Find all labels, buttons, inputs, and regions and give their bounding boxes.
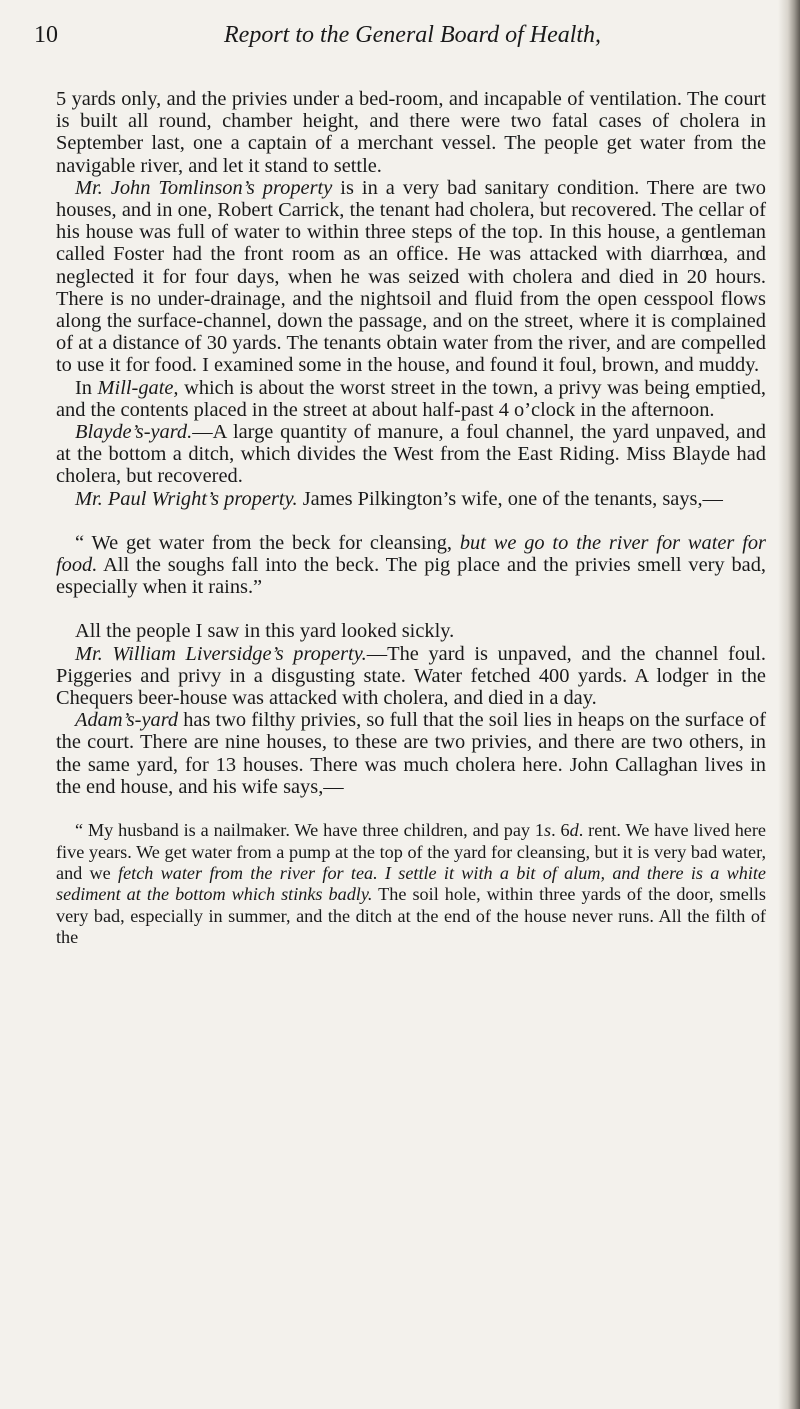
italic-text-run: Blayde’s-yard. xyxy=(75,421,193,444)
text-run: “ We get water from the beck for cleansing, xyxy=(75,531,460,554)
italic-text-run: s xyxy=(544,820,552,841)
italic-text-run: fetch water from the river for tea. I settle it with a bit of alum, and there is a white sediment at the bottom which stinks badly. xyxy=(56,862,766,905)
text-run: All the soughs fall into the beck. The pig place and the privies smell very bad, especially when it rains.” xyxy=(56,554,766,599)
page-edge-shadow xyxy=(778,0,800,1409)
page-header xyxy=(34,22,764,56)
paragraph-wright-property xyxy=(56,488,766,510)
paragraph-tomlinson-property xyxy=(56,177,766,377)
italic-text-run: Mr. William Liversidge’s property. xyxy=(75,642,367,665)
text-run: . 6 xyxy=(551,820,570,841)
text-run: The soil hole, within three yards of the door, smells very bad, especially in summer, and the ditch at the end of the house never runs. All the filth of the xyxy=(56,884,766,948)
text-run: All the people I saw in this yard looked sickly. xyxy=(75,620,455,643)
italic-text-run: but we go to the river for water for food. xyxy=(56,531,766,577)
quote-pilkington-wife xyxy=(56,532,766,599)
page-number: 10 xyxy=(34,22,58,48)
paragraph-court-description xyxy=(56,88,766,177)
text-run: . rent. We have lived here five years. We get water from a pump at the top of the yard for cleansing, but it is very bad water, and we xyxy=(56,820,766,883)
text-run: —A large quantity of manure, a foul channel, the yard unpaved, and at the bottom a ditch, which divides the West from the East Riding. Miss Blayde had cholera, but recovered. xyxy=(56,421,766,488)
text-run: “ My husband is a nailmaker. We have three children, and pay 1 xyxy=(75,820,544,841)
italic-text-run: Mr. John Tomlinson’s property xyxy=(75,176,333,199)
paragraph-blaydes-yard xyxy=(56,421,766,488)
italic-text-run: Mr. Paul Wright’s property. xyxy=(75,487,298,510)
paragraph-sickly-people xyxy=(56,620,766,642)
italic-text-run: Adam’s-yard xyxy=(75,709,179,732)
paragraph-adams-yard xyxy=(56,709,766,798)
quote-callaghan-wife xyxy=(56,820,766,948)
italic-text-run: d xyxy=(569,820,579,841)
running-title: Report to the General Board of Health, xyxy=(224,22,602,48)
text-run: James Pilkington’s wife, one of the tenants, says,— xyxy=(297,487,723,510)
paragraph-mill-gate xyxy=(56,377,766,421)
paragraph-liversidge-property xyxy=(56,643,766,710)
text-run: In xyxy=(75,376,98,399)
text-run: —The yard is unpaved, and the channel foul. Piggeries and privy in a disgusting state. Water fetched 400 yards. A lodger in the Chequers beer-house was attacked with cholera, and died in a day. xyxy=(56,642,766,710)
text-run: is in a very bad sanitary condition. There are two houses, and in one, Robert Carrick, the tenant had cholera, but recovered. The cellar of his house was full of water to within three steps of the top. In this house, a gentleman called Foster had the front room as an office. He was attacked with diarrhœa, and neglected it for four days, when he was seized with cholera and died in 20 hours. There is no under-drainage, and the nightsoil and fluid from the open cesspool flows along the surface-channel, down the passage, and on the street, where it is complained of at a distance of 30 yards. The tenants obtain water from the river, and are compelled to use it for food. I examined some in the house, and found it foul, brown, and muddy. xyxy=(56,176,766,377)
italic-text-run: Mill-gate, xyxy=(97,376,179,399)
text-run: which is about the worst street in the town, a privy was being emptied, and the contents placed in the street at about half-past 4 o’clock in the afternoon. xyxy=(56,376,766,421)
text-run: 5 yards only, and the privies under a bed-room, and incapable of ventilation. The court is built all round, chamber height, and there were two fatal cases of cholera in September last, one a captain of a merchant vessel. The people get water from the navigable river, and let it stand to settle. xyxy=(56,88,766,177)
body-text xyxy=(56,88,766,949)
text-run: has two filthy privies, so full that the soil lies in heaps on the surface of the court. There are nine houses, to these are two privies, and there are two others, in the same yard, for 13 houses. There was much cholera here. John Callaghan lives in the end house, and his wife says,— xyxy=(56,709,766,798)
